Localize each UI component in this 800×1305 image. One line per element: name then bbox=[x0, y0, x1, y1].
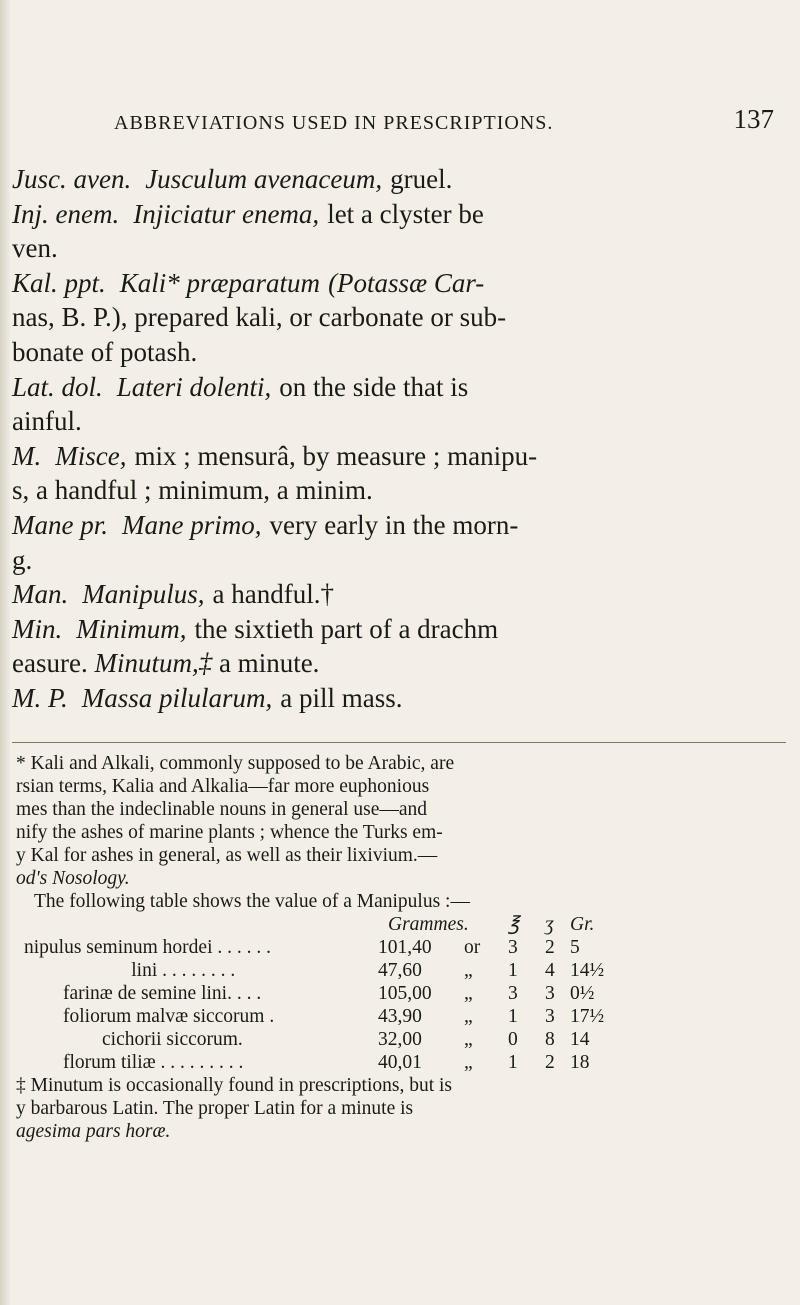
entry-continuation bbox=[12, 646, 782, 681]
table-cell-ounces: 3 bbox=[508, 983, 518, 1004]
table-cell-sep: „ bbox=[464, 1052, 473, 1073]
table-row bbox=[12, 1005, 782, 1028]
table-cell-grammes: 32,00 bbox=[378, 1029, 422, 1050]
entry-continuation-text: s, a handful ; minimum, a minim. bbox=[12, 475, 373, 506]
entry-inj-enem bbox=[12, 197, 782, 232]
column-header-drachm: ʒ bbox=[545, 914, 554, 935]
entry-continuation-text: g. bbox=[12, 544, 33, 575]
table-cell-grammes: 43,90 bbox=[378, 1006, 422, 1027]
table-cell-ounces: 1 bbox=[508, 960, 518, 981]
entry-continuation-text: ainful. bbox=[12, 406, 82, 437]
footnote-line: * Kali and Alkali, commonly supposed to be Arabic, are bbox=[16, 753, 455, 774]
table-cell-label: cichorii siccorum. bbox=[24, 1029, 243, 1050]
table-row bbox=[12, 982, 782, 1005]
entry-continuation bbox=[12, 335, 782, 370]
entry-latin: Injiciatur enema, bbox=[133, 198, 320, 229]
table-cell-grammes: 101,40 bbox=[378, 937, 432, 958]
entry-continuation-text: ven. bbox=[12, 233, 58, 264]
entry-latin: Jusculum avenaceum, bbox=[145, 164, 383, 194]
entry-man bbox=[12, 577, 782, 612]
table-cell-sep: or bbox=[464, 937, 481, 958]
entry-abbreviation: M. bbox=[12, 440, 42, 471]
entry-abbreviation: M. P. bbox=[12, 682, 68, 713]
table-cell-sep: „ bbox=[464, 983, 473, 1004]
table-cell-label: lini . . . . . . . . bbox=[24, 960, 236, 981]
entry-abbreviation: Kal. ppt. bbox=[12, 267, 106, 298]
footnotes bbox=[12, 752, 782, 1143]
column-header-grain: Gr. bbox=[570, 914, 595, 935]
entry-continuation bbox=[12, 404, 782, 439]
entry-meaning: very early in the morn- bbox=[269, 509, 519, 540]
footnote-line: rsian terms, Kalia and Alkalia—far more euphonious bbox=[16, 776, 430, 797]
page-number: 137 bbox=[733, 104, 774, 134]
table-cell-ounces: 0 bbox=[508, 1029, 518, 1050]
page-gutter-shadow bbox=[0, 0, 10, 1305]
column-header-ounce: ℥ bbox=[508, 914, 520, 935]
abbreviation-entries bbox=[12, 162, 782, 716]
entry-mane-pr bbox=[12, 508, 782, 543]
table-cell-drachms: 3 bbox=[545, 1006, 555, 1027]
entry-latin: Massa pilularum, bbox=[81, 682, 273, 713]
entry-m-p bbox=[12, 681, 782, 716]
table-cell-grains: 18 bbox=[570, 1052, 590, 1073]
footnote-line: ‡ Minutum is occasionally found in prescriptions, but is bbox=[16, 1075, 452, 1096]
entry-abbreviation: Inj. enem. bbox=[12, 198, 120, 229]
footnote-line: od's Nosology. bbox=[16, 868, 130, 889]
entry-jusc-aven bbox=[12, 162, 782, 197]
table-cell-grammes: 105,00 bbox=[378, 983, 432, 1004]
footnote-divider bbox=[12, 742, 786, 743]
table-row bbox=[12, 1051, 782, 1074]
entry-continuation-text: easure. bbox=[12, 648, 88, 679]
entry-latin: Minimum, bbox=[76, 613, 187, 644]
entry-abbreviation: Mane pr. bbox=[12, 509, 108, 540]
entry-continuation bbox=[12, 543, 782, 578]
table-cell-grammes: 40,01 bbox=[378, 1052, 422, 1073]
table-cell-grains: 14 bbox=[570, 1029, 590, 1050]
entry-meaning: (Potassæ Car- bbox=[328, 267, 485, 298]
table-cell-drachms: 2 bbox=[545, 937, 555, 958]
table-cell-grains: 0½ bbox=[570, 983, 595, 1004]
footnote-line: agesima pars horæ. bbox=[16, 1121, 171, 1142]
table-cell-ounces: 1 bbox=[508, 1006, 518, 1027]
entry-kal-ppt bbox=[12, 266, 782, 301]
table-cell-drachms: 3 bbox=[545, 983, 555, 1004]
entry-latin: Kali* præparatum bbox=[119, 267, 321, 298]
table-row bbox=[12, 1028, 782, 1051]
entry-continuation bbox=[12, 300, 782, 335]
table-cell-sep: „ bbox=[464, 1006, 473, 1027]
entry-meaning: a handful.† bbox=[212, 579, 334, 610]
table-cell-sep: „ bbox=[464, 960, 473, 981]
entry-latin: Misce, bbox=[55, 440, 127, 471]
table-cell-label: farinæ de semine lini. . . . bbox=[24, 983, 262, 1004]
entry-meaning: let a clyster be bbox=[327, 198, 484, 229]
entry-meaning: gruel. bbox=[390, 164, 453, 194]
table-cell-ounces: 1 bbox=[508, 1052, 518, 1073]
footnote-line: nify the ashes of marine plants ; whence the Turks em- bbox=[16, 822, 443, 843]
table-cell-label: florum tiliæ . . . . . . . . . bbox=[24, 1052, 244, 1073]
footnote-table-intro: The following table shows the value of a Manipulus :— bbox=[34, 891, 470, 912]
entry-continuation bbox=[12, 473, 782, 508]
table-row bbox=[12, 936, 782, 959]
footnote-line: y barbarous Latin. The proper Latin for a minute is bbox=[16, 1098, 414, 1119]
footnote-line: y Kal for ashes in general, as well as their lixivium.— bbox=[16, 845, 438, 866]
entry-abbreviation: Lat. dol. bbox=[12, 371, 103, 402]
entry-m bbox=[12, 439, 782, 474]
entry-abbreviation: Man. bbox=[12, 579, 69, 610]
table-cell-grains: 14½ bbox=[570, 960, 605, 981]
table-cell-drachms: 8 bbox=[545, 1029, 555, 1050]
table-cell-sep: „ bbox=[464, 1029, 473, 1050]
entry-meaning: on the side that is bbox=[279, 371, 469, 402]
table-cell-ounces: 3 bbox=[508, 937, 518, 958]
entry-continuation-text: bonate of potash. bbox=[12, 336, 198, 367]
manipulus-table-header bbox=[12, 913, 782, 936]
entry-min bbox=[12, 612, 782, 647]
table-cell-grains: 17½ bbox=[570, 1006, 605, 1027]
table-cell-label: foliorum malvæ siccorum . bbox=[24, 1006, 275, 1027]
entry-lat-dol bbox=[12, 370, 782, 405]
table-cell-grammes: 47,60 bbox=[378, 960, 422, 981]
column-header-grammes: Grammes. bbox=[388, 914, 469, 935]
table-cell-drachms: 4 bbox=[545, 960, 555, 981]
entry-latin: Manipulus, bbox=[82, 579, 205, 610]
entry-continuation bbox=[12, 231, 782, 266]
running-head-title: ABBREVIATIONS USED IN PRESCRIPTIONS. bbox=[114, 112, 554, 134]
table-cell-label: nipulus seminum hordei . . . . . . bbox=[24, 937, 271, 958]
entry-meaning: a pill mass. bbox=[280, 682, 403, 713]
entry-meaning: the sixtieth part of a drachm bbox=[194, 613, 499, 644]
entry-meaning: a minute. bbox=[218, 648, 320, 679]
entry-latin: Lateri dolenti, bbox=[116, 371, 272, 402]
entry-latin: Mane primo, bbox=[122, 509, 262, 540]
entry-abbreviation: Min. bbox=[12, 613, 63, 644]
footnote-line: mes than the indeclinable nouns in general use—and bbox=[16, 799, 428, 820]
entry-latin: Minutum,‡ bbox=[94, 648, 213, 679]
entry-abbreviation: Jusc. aven. bbox=[12, 164, 132, 194]
entry-continuation-text: nas, B. P.), prepared kali, or carbonate or sub- bbox=[12, 302, 507, 333]
table-cell-grains: 5 bbox=[570, 937, 580, 958]
entry-meaning: mix ; mensurâ, by measure ; manipu- bbox=[134, 440, 538, 471]
table-row bbox=[12, 959, 782, 982]
table-cell-drachms: 2 bbox=[545, 1052, 555, 1073]
